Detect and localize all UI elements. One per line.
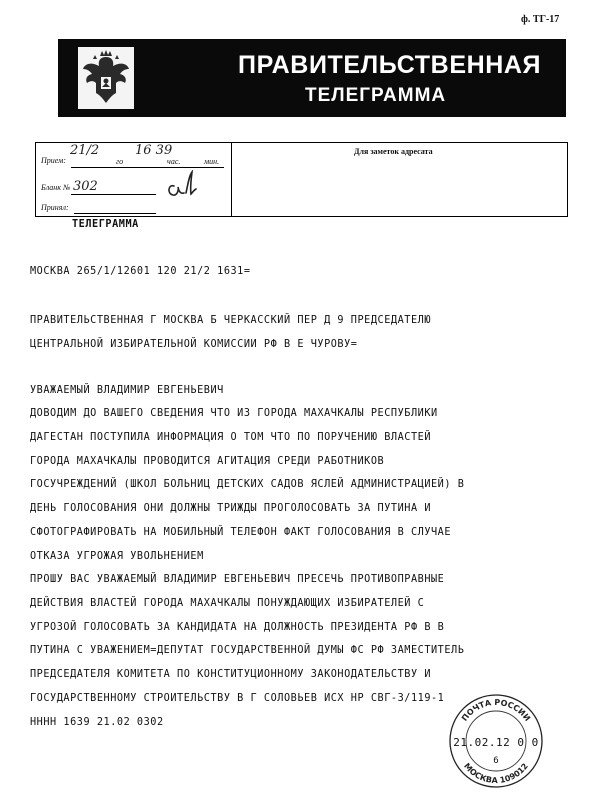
telegram-heading: ТЕЛЕГРАММА bbox=[72, 219, 139, 230]
body-line: ПРАВИТЕЛЬСТВЕННАЯ Г МОСКВА Б ЧЕРКАССКИЙ ПЕР Д 9 ПРЕДСЕДАТЕЛЮ bbox=[30, 315, 432, 326]
body-line: ПУТИНА С УВАЖЕНИЕМ=ДЕПУТАТ ГОСУДАРСТВЕННОЙ ДУМЫ ФС РФ ЗАМЕСТИТЕЛЬ bbox=[30, 645, 465, 656]
body-line: МОСКВА 265/1/12601 120 21/2 1631= bbox=[30, 266, 251, 277]
body-line: ДЕЙСТВИЯ ВЛАСТЕЙ ГОРОДА МАХАЧКАЛЫ ПОНУЖДАЮЩИХ ИЗБИРАТЕЛЕЙ С bbox=[30, 598, 425, 609]
coat-of-arms-icon bbox=[78, 47, 134, 109]
body-line: ГОРОДА МАХАЧКАЛЫ ПРОВОДИТСЯ АГИТАЦИЯ СРЕДИ РАБОТНИКОВ bbox=[30, 456, 385, 467]
svg-text:ПОЧТА РОССИИ bbox=[460, 698, 532, 723]
year-label: го bbox=[116, 157, 124, 166]
notes-label: Для заметок адресата bbox=[354, 147, 433, 156]
body-line: ЦЕНТРАЛЬНОЙ ИЗБИРАТЕЛЬНОЙ КОМИССИИ РФ В Е ЧУРОВУ= bbox=[30, 339, 358, 350]
signature-icon bbox=[164, 170, 200, 204]
received-label: Прием: bbox=[41, 156, 66, 165]
form-underline bbox=[71, 194, 156, 195]
body-line: ОТКАЗА УГРОЖАЯ УВОЛЬНЕНИЕМ bbox=[30, 551, 204, 562]
received-date: 21/2 bbox=[70, 143, 100, 158]
body-line: ГОСУЧРЕЖДЕНИЙ (ШКОЛ БОЛЬНИЦ ДЕТСКИХ САДОВ ЯСЛЕЙ АДМИНИСТРАЦИЕЙ) В bbox=[30, 479, 465, 490]
body-line: УГРОЗОЙ ГОЛОСОВАТЬ ЗА КАНДИДАТА НА ДОЛЖНОСТЬ ПРЕЗИДЕНТА РФ В В bbox=[30, 622, 445, 633]
body-line: ДАГЕСТАН ПОСТУПИЛА ИНФОРМАЦИЯ О ТОМ ЧТО ПО ПОРУЧЕНИЮ ВЛАСТЕЙ bbox=[30, 432, 432, 443]
stamp-top-text: ПОЧТА РОССИИ bbox=[459, 697, 533, 723]
box-divider bbox=[231, 143, 232, 216]
body-line: УВАЖАЕМЫЙ ВЛАДИМИР ЕВГЕНЬЕВИЧ bbox=[30, 385, 224, 396]
body-line: ДОВОДИМ ДО ВАШЕГО СВЕДЕНИЯ ЧТО ИЗ ГОРОДА МАХАЧКАЛЫ РЕСПУБЛИКИ bbox=[30, 408, 438, 419]
banner-subtitle: ТЕЛЕГРАММА bbox=[305, 85, 447, 106]
form-number: ф. ТГ-17 bbox=[521, 14, 560, 25]
minutes-label: мин. bbox=[204, 157, 220, 166]
received-underline bbox=[71, 167, 224, 168]
body-line: ПРОШУ ВАС УВАЖАЕМЫЙ ВЛАДИМИР ЕВГЕНЬЕВИЧ ПРЕСЕЧЬ ПРОТИВОПРАВНЫЕ bbox=[30, 574, 445, 585]
body-line: ПРЕДСЕДАТЕЛЯ КОМИТЕТА ПО КОНСТИТУЦИОННОМУ ЗАКОНОДАТЕЛЬСТВУ И bbox=[30, 669, 432, 680]
postmark-stamp bbox=[447, 692, 545, 790]
form-number-value: 302 bbox=[73, 179, 98, 194]
hours-label: час. bbox=[167, 157, 181, 166]
body-line: ГОСУДАРСТВЕННОМУ СТРОИТЕЛЬСТВУ В Г СОЛОВЬЕВ ИСХ НР СВГ-3/119-1 bbox=[30, 693, 445, 704]
header-banner bbox=[58, 39, 566, 117]
form-label: Бланк № bbox=[41, 183, 71, 192]
body-line: ДЕНЬ ГОЛОСОВАНИЯ ОНИ ДОЛЖНЫ ТРИЖДЫ ПРОГОЛОСОВАТЬ ЗА ПУТИНА И bbox=[30, 503, 432, 514]
body-line: НННН 1639 21.02 0302 bbox=[30, 717, 164, 728]
received-time: 16 39 bbox=[135, 143, 173, 158]
banner-title: ПРАВИТЕЛЬСТВЕННАЯ bbox=[238, 51, 542, 79]
receipt-box bbox=[35, 142, 568, 217]
body-line: СФОТОГРАФИРОВАТЬ НА МОБИЛЬНЫЙ ТЕЛЕФОН ФАКТ ГОЛОСОВАНИЯ В СЛУЧАЕ bbox=[30, 527, 452, 538]
stamp-bottom-text: МОСКВА 109012 bbox=[462, 761, 530, 786]
stamp-date: 21.02.12 0 0 bbox=[453, 736, 539, 749]
accepted-label: Принял: bbox=[41, 203, 69, 212]
accepted-underline bbox=[74, 213, 156, 214]
stamp-number: 6 bbox=[493, 756, 499, 766]
